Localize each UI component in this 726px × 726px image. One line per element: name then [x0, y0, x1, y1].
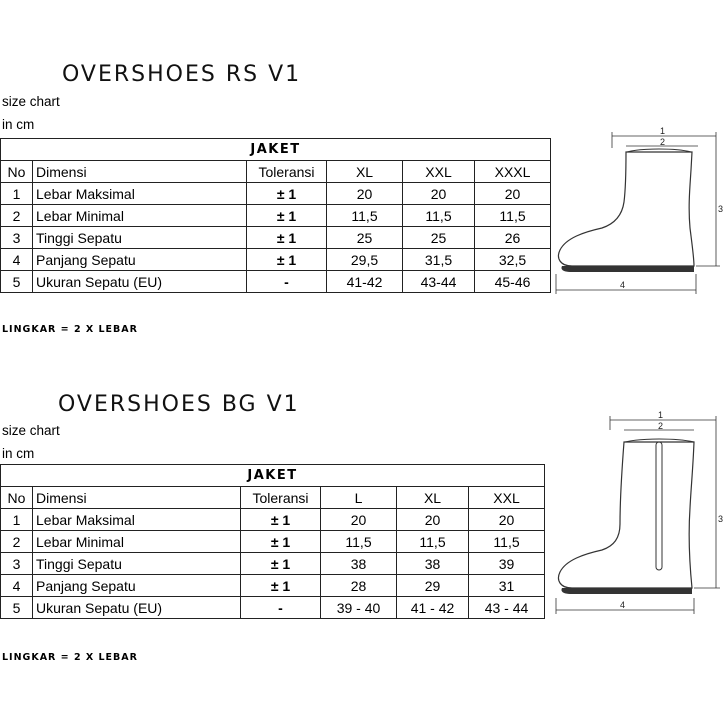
column-header: Toleransi [241, 487, 321, 509]
value-cell: 20 [403, 183, 475, 205]
tall-boot-diagram [550, 408, 726, 618]
tolerance-cell: ± 1 [247, 227, 327, 249]
column-header: No [1, 161, 33, 183]
dimension-label-4: 4 [620, 600, 626, 610]
dimension-name: Ukuran Sepatu (EU) [33, 271, 247, 293]
value-cell: 20 [327, 183, 403, 205]
column-header: No [1, 487, 33, 509]
value-cell: 41 - 42 [397, 597, 469, 619]
value-cell: 26 [475, 227, 551, 249]
dimension-name: Tinggi Sepatu [33, 553, 241, 575]
column-header: XXXL [475, 161, 551, 183]
tolerance-cell: ± 1 [241, 531, 321, 553]
column-header: Dimensi [33, 161, 247, 183]
value-cell: 20 [469, 509, 545, 531]
column-header-row [1, 487, 545, 509]
dimension-label-1: 1 [658, 410, 664, 420]
column-header: Dimensi [33, 487, 241, 509]
value-cell: 38 [321, 553, 397, 575]
section-title: OVERSHOES BG V1 [58, 392, 300, 417]
column-header: L [321, 487, 397, 509]
table-row [1, 553, 545, 575]
dimension-label-3: 3 [718, 514, 724, 524]
value-cell: 25 [403, 227, 475, 249]
boot-outline [559, 442, 695, 588]
dimension-label-3: 3 [718, 204, 724, 214]
value-cell: 41-42 [327, 271, 403, 293]
row-number: 4 [1, 249, 33, 271]
row-number: 3 [1, 227, 33, 249]
value-cell: 43-44 [403, 271, 475, 293]
size-chart-label: size chart [2, 423, 60, 438]
column-header: XL [327, 161, 403, 183]
column-header: XXL [469, 487, 545, 509]
tolerance-cell: ± 1 [241, 553, 321, 575]
dimension-label-4: 4 [620, 280, 626, 290]
column-header: Toleransi [247, 161, 327, 183]
dimension-name: Panjang Sepatu [33, 249, 247, 271]
circumference-note: LINGKAR = 2 X LEBAR [2, 324, 138, 335]
value-cell: 20 [321, 509, 397, 531]
value-cell: 38 [397, 553, 469, 575]
dimension-name: Panjang Sepatu [33, 575, 241, 597]
value-cell: 32,5 [475, 249, 551, 271]
value-cell: 11,5 [403, 205, 475, 227]
tolerance-cell: - [241, 597, 321, 619]
dimension-name: Lebar Maksimal [33, 183, 247, 205]
table-row [1, 531, 545, 553]
value-cell: 11,5 [397, 531, 469, 553]
dimension-label-1: 1 [660, 126, 666, 136]
table-row [1, 575, 545, 597]
tolerance-cell: ± 1 [241, 575, 321, 597]
value-cell: 31 [469, 575, 545, 597]
dimension-name: Lebar Maksimal [33, 509, 241, 531]
value-cell: 20 [475, 183, 551, 205]
column-header: XXL [403, 161, 475, 183]
tolerance-cell: - [247, 271, 327, 293]
value-cell: 45-46 [475, 271, 551, 293]
dimension-name: Tinggi Sepatu [33, 227, 247, 249]
row-number: 4 [1, 575, 33, 597]
value-cell: 28 [321, 575, 397, 597]
dimension-name: Lebar Minimal [33, 531, 241, 553]
unit-label: in cm [2, 446, 35, 461]
circumference-note: LINGKAR = 2 X LEBAR [2, 652, 138, 663]
dimension-name: Lebar Minimal [33, 205, 247, 227]
row-number: 1 [1, 183, 33, 205]
column-header: XL [397, 487, 469, 509]
size-chart-label: size chart [2, 94, 60, 109]
value-cell: 25 [327, 227, 403, 249]
value-cell: 11,5 [469, 531, 545, 553]
value-cell: 11,5 [321, 531, 397, 553]
tolerance-cell: ± 1 [247, 249, 327, 271]
dimension-label-2: 2 [660, 137, 666, 147]
table-title-row [1, 465, 545, 487]
dimension-label-2: 2 [658, 421, 664, 431]
dimension-name: Ukuran Sepatu (EU) [33, 597, 241, 619]
table-row [1, 597, 545, 619]
value-cell: 39 [469, 553, 545, 575]
value-cell: 11,5 [327, 205, 403, 227]
tolerance-cell: ± 1 [241, 509, 321, 531]
value-cell: 29 [397, 575, 469, 597]
tolerance-cell: ± 1 [247, 205, 327, 227]
row-number: 2 [1, 531, 33, 553]
section-title: OVERSHOES RS V1 [62, 62, 302, 87]
table-header: JAKET [1, 139, 551, 161]
value-cell: 29,5 [327, 249, 403, 271]
row-number: 5 [1, 271, 33, 293]
value-cell: 39 - 40 [321, 597, 397, 619]
size-table [0, 464, 545, 619]
unit-label: in cm [2, 117, 35, 132]
row-number: 2 [1, 205, 33, 227]
value-cell: 43 - 44 [469, 597, 545, 619]
row-number: 3 [1, 553, 33, 575]
table-row [1, 509, 545, 531]
tolerance-cell: ± 1 [247, 183, 327, 205]
value-cell: 31,5 [403, 249, 475, 271]
row-number: 5 [1, 597, 33, 619]
row-number: 1 [1, 509, 33, 531]
table-header: JAKET [1, 465, 545, 487]
value-cell: 20 [397, 509, 469, 531]
value-cell: 11,5 [475, 205, 551, 227]
